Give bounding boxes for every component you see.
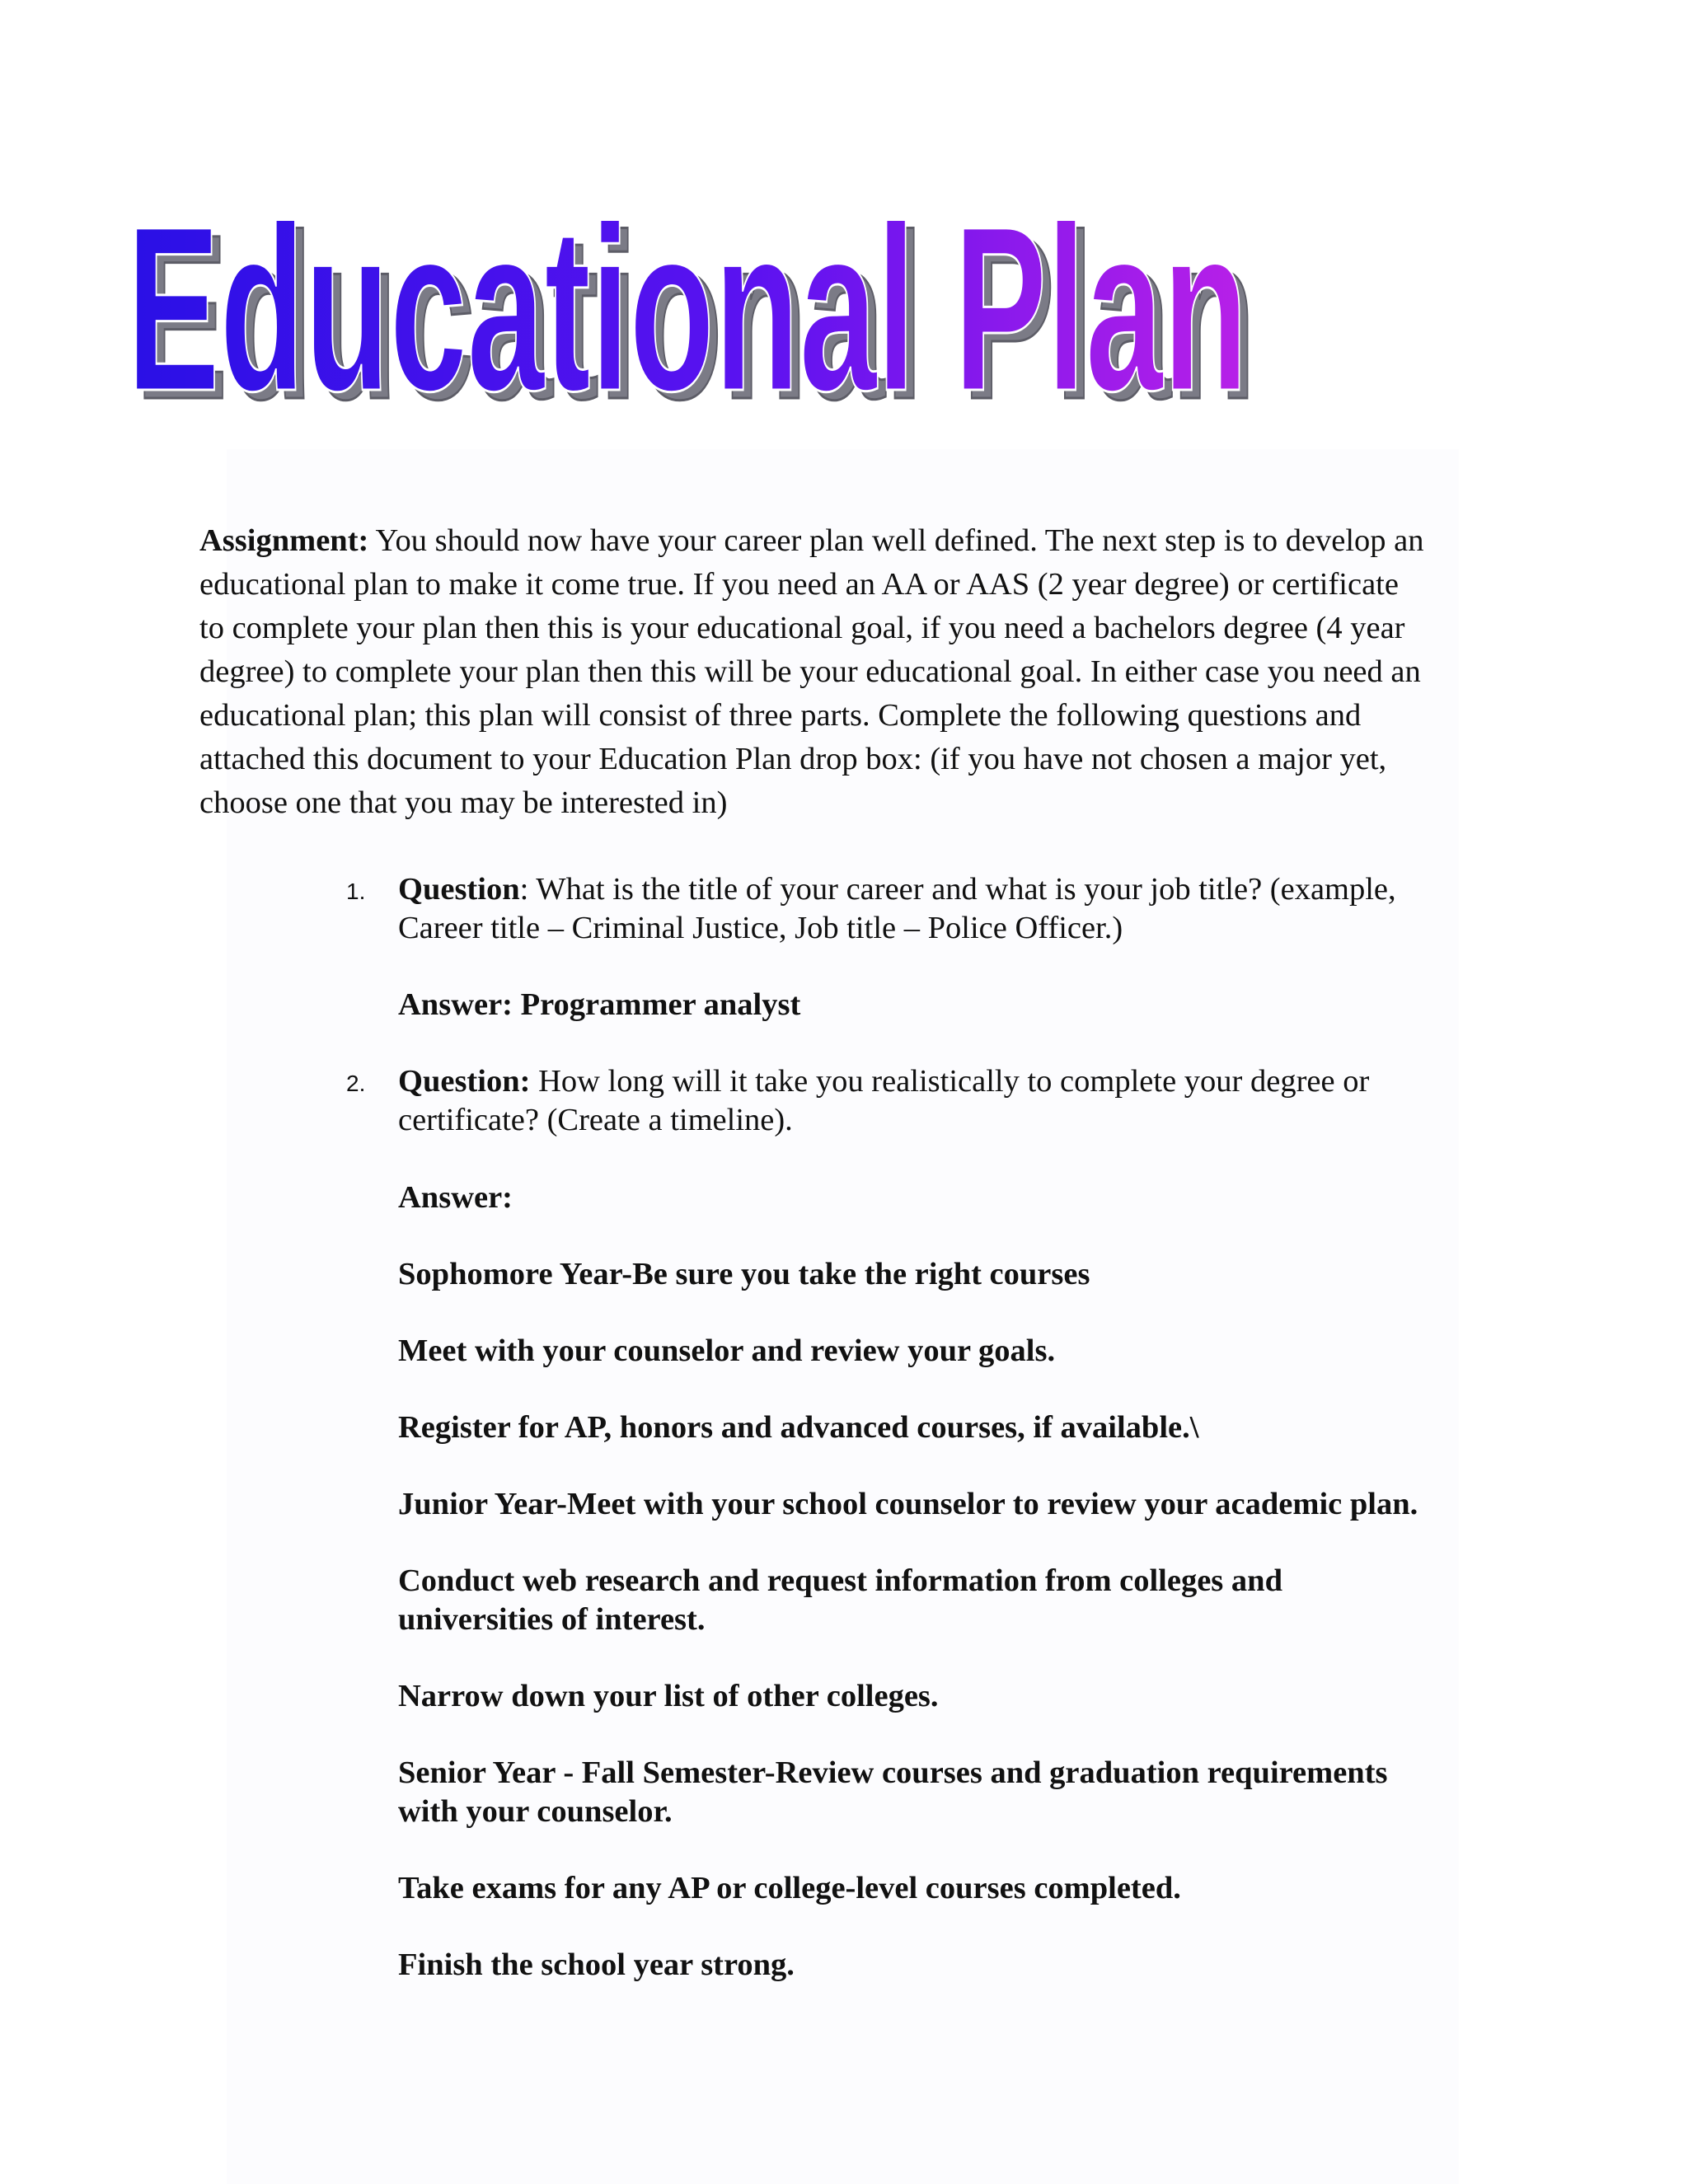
answer-line: Meet with your counselor and review your goals.	[398, 1333, 1056, 1368]
question-line: How long will it take you realistically to complete your degree or	[530, 1064, 1370, 1099]
assignment-line: degree) to complete your plan then this will be your educational goal. In either case you need an	[199, 654, 1421, 689]
answer-line: Finish the school year strong.	[398, 1947, 795, 1982]
answer-line: Answer: Programmer analyst	[398, 987, 801, 1022]
answer-line: Register for AP, honors and advanced courses, if available.\	[398, 1410, 1199, 1445]
assignment-line: choose one that you may be interested in)	[199, 785, 728, 820]
assignment-line: attached this document to your Education Plan drop box: (if you have not chosen a major yet,	[199, 742, 1387, 776]
answer-line: Sophomore Year-Be sure you take the right courses	[398, 1257, 1090, 1291]
answer-label: Answer:	[398, 1180, 513, 1215]
answer-line: universities of interest.	[398, 1602, 706, 1637]
question-text	[398, 1062, 1486, 1140]
answer-line: Narrow down your list of other colleges.	[398, 1679, 939, 1713]
answer-line: Junior Year-Meet with your school counselor to review your academic plan.	[398, 1487, 1418, 1521]
answer-line: with your counselor.	[398, 1794, 673, 1829]
title-shadow: Educational Plan	[135, 186, 1256, 448]
assignment-line: educational plan; this plan will consist of three parts. Complete the following questions and	[199, 698, 1362, 733]
answer-line: Senior Year - Fall Semester-Review courses and graduation requirements	[398, 1755, 1388, 1790]
answer-line: Take exams for any AP or college-level courses completed.	[398, 1871, 1181, 1905]
assignment-label: Assignment:	[199, 523, 369, 558]
title-text: Educational Plan	[127, 178, 1248, 440]
assignment-line-text: You should now have your career plan well defined. The next step is to develop an	[368, 523, 1424, 558]
assignment-line: to complete your plan then this is your educational goal, if you need a bachelors degree (4 year	[199, 611, 1405, 645]
question-line: certificate? (Create a timeline).	[398, 1103, 793, 1137]
question-label: Question:	[398, 1064, 531, 1099]
answer-line: Conduct web research and request information from colleges and	[398, 1563, 1282, 1598]
question-label: Question	[398, 872, 520, 907]
assignment-line: educational plan to make it come true. If you need an AA or AAS (2 year degree) or certificate	[199, 567, 1399, 602]
question-text	[398, 870, 1486, 948]
question-number: 1.	[346, 879, 366, 904]
question-line: Career title – Criminal Justice, Job title – Police Officer.)	[398, 911, 1123, 945]
question-number: 2.	[346, 1071, 366, 1096]
question-line: : What is the title of your career and what is your job title? (example,	[519, 872, 1396, 907]
